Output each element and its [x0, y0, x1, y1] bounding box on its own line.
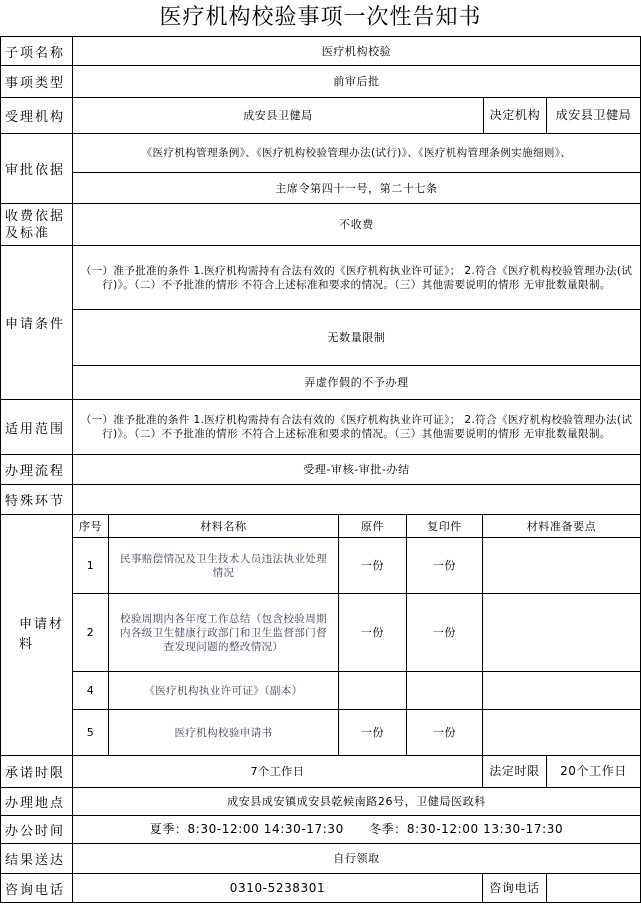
value-special — [73, 485, 641, 515]
material-row-1-no: 1 — [73, 538, 109, 594]
material-row-3-original — [339, 672, 407, 710]
value-legal-time: 20个工作日 — [547, 756, 641, 788]
value-sub-item: 医疗机构校验 — [73, 37, 641, 66]
label-promised-time: 承诺时限 — [1, 756, 73, 788]
label-materials: 申请材料 — [1, 515, 73, 756]
material-row-1-original: 一份 — [339, 538, 407, 594]
material-row-3-name: 《医疗机构执业许可证》（副本） — [109, 672, 339, 710]
label-legal-time: 法定时限 — [483, 756, 547, 788]
value-address: 成安县成安镇成安县乾候南路26号，卫健局医政科 — [73, 788, 641, 816]
material-row-2-copy: 一份 — [407, 594, 483, 672]
label-special: 特殊环节 — [1, 485, 73, 515]
label-delivery: 结果送达 — [1, 844, 73, 874]
value-approval-basis-laws: 《医疗机构管理条例》、《医疗机构校验管理办法(试行)》、《医疗机构管理条例实施细则》、 — [73, 134, 641, 173]
value-deciding-agency: 成安县卫健局 — [547, 98, 641, 134]
material-row-2-original: 一份 — [339, 594, 407, 672]
page-title: 医疗机构校验事项一次性告知书 — [159, 5, 482, 30]
material-row-4-original: 一份 — [339, 710, 407, 756]
label-deciding-agency: 决定机构 — [484, 98, 547, 134]
value-conditions-quantity: 无数量限制 — [73, 310, 641, 366]
label-sub-item: 子项名称 — [1, 37, 73, 66]
label-fee: 收费依据及标准 — [1, 204, 73, 246]
label-scope: 适用范围 — [1, 400, 73, 455]
materials-header-copy: 复印件 — [407, 515, 483, 538]
value-process: 受理-审核-审批-办结 — [73, 455, 641, 485]
material-row-2-name: 校验周期内各年度工作总结（包含校验周期内各级卫生健康行政部门和卫生监督部门督查发现问题的整改情况） — [109, 594, 339, 672]
material-row-4-no: 5 — [73, 710, 109, 756]
material-row-3-copy — [407, 672, 483, 710]
material-row-3-no: 4 — [73, 672, 109, 710]
value-conditions-criteria: （一）准予批准的条件 1.医疗机构需持有合法有效的《医疗机构执业许可证》； 2.符合《医疗机构校验管理办法(试行)》。（二）不予批准的情形 不符合上述标准和要求的情况。（三）其他需要说明的情形 无审批数量限制。 — [73, 246, 641, 310]
label-phone: 咨询电话 — [1, 874, 73, 903]
label-approval-basis: 审批依据 — [1, 134, 73, 204]
value-delivery: 自行领取 — [73, 844, 641, 874]
material-row-1-name: 民事赔偿情况及卫生技术人员违法执业处理情况 — [109, 538, 339, 594]
materials-header-original: 原件 — [339, 515, 407, 538]
value-conditions-fraud: 弄虚作假的不予办理 — [73, 366, 641, 400]
material-row-4-note — [483, 710, 641, 756]
label-accepting-agency: 受理机构 — [1, 98, 73, 134]
label-phone-2: 咨询电话 — [483, 874, 547, 903]
label-item-type: 事项类型 — [1, 66, 73, 98]
material-row-3-note — [483, 672, 641, 710]
material-row-1-note — [483, 538, 641, 594]
materials-header-no: 序号 — [73, 515, 109, 538]
label-process: 办理流程 — [1, 455, 73, 485]
label-conditions: 申请条件 — [1, 246, 73, 400]
material-row-4-copy: 一份 — [407, 710, 483, 756]
value-office-hours: 夏季：8:30-12:00 14:30-17:30 冬季：8:30-12:00 13:30-17:30 — [73, 816, 641, 844]
value-promised-time: 7个工作日 — [73, 756, 483, 788]
label-address: 办理地点 — [1, 788, 73, 816]
material-row-4-name: 医疗机构校验申请书 — [109, 710, 339, 756]
value-scope: （一）准予批准的条件 1.医疗机构需持有合法有效的《医疗机构执业许可证》； 2.符合《医疗机构校验管理办法(试行)》。（二）不予批准的情形 不符合上述标准和要求的情况。（三）其他需要说明的情形 无审批数量限制。 — [73, 400, 641, 455]
value-fee: 不收费 — [73, 204, 641, 246]
materials-header-name: 材料名称 — [109, 515, 339, 538]
materials-header-note: 材料准备要点 — [483, 515, 641, 538]
value-phone: 0310-5238301 — [73, 874, 483, 903]
value-item-type: 前审后批 — [73, 66, 641, 98]
material-row-1-copy: 一份 — [407, 538, 483, 594]
value-accepting-agency: 成安县卫健局 — [73, 98, 484, 134]
value-phone-2 — [547, 874, 641, 903]
label-office-hours: 办公时间 — [1, 816, 73, 844]
material-row-2-note — [483, 594, 641, 672]
material-row-2-no: 2 — [73, 594, 109, 672]
info-table — [0, 36, 641, 903]
value-approval-basis-decree: 主席令第四十一号，第二十七条 — [73, 173, 641, 204]
